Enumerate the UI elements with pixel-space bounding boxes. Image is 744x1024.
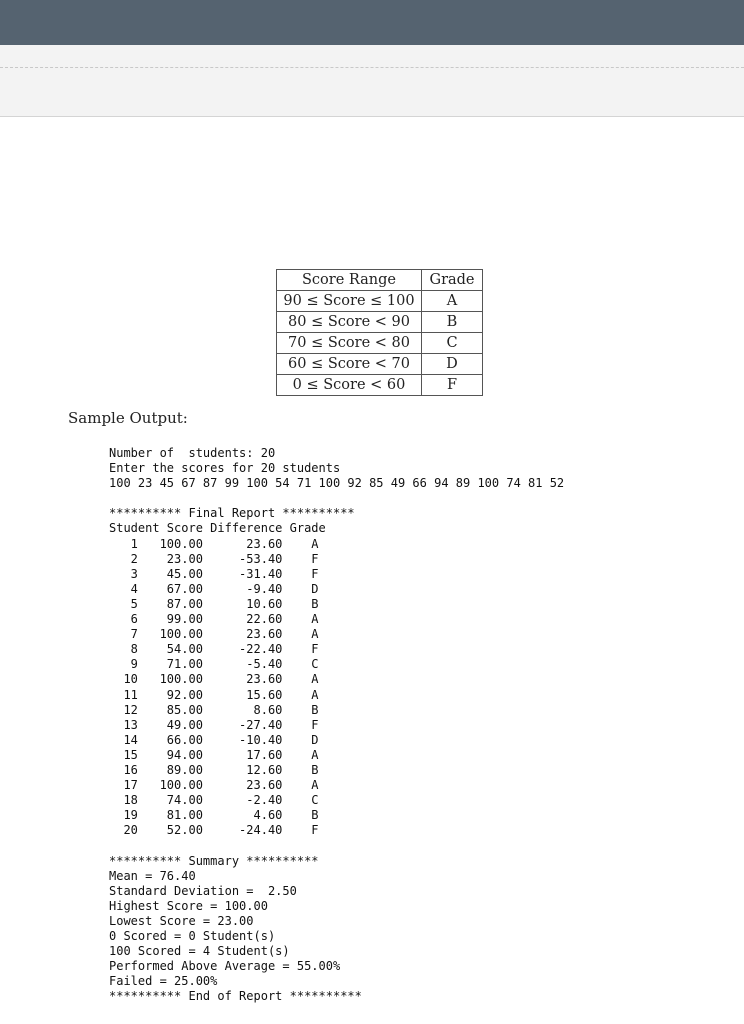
score-range-cell: 60 ≤ Score < 70: [277, 354, 422, 375]
report-row: 13 49.00 -27.40 F: [109, 717, 319, 732]
summary-line: Lowest Score = 23.00: [109, 913, 254, 928]
summary-line: Failed = 25.00%: [109, 974, 218, 989]
score-range-cell: 0 ≤ Score < 60: [277, 375, 422, 396]
grade-cell: D: [422, 354, 483, 375]
header-score-range: Score Range: [277, 270, 422, 291]
summary-line: Standard Deviation = 2.50: [109, 883, 297, 898]
report-row: 11 92.00 15.60 A: [109, 687, 319, 702]
summary-line: Mean = 76.40: [109, 868, 196, 883]
report-row: 10 100.00 23.60 A: [109, 672, 319, 687]
summary-line: 0 Scored = 0 Student(s): [109, 929, 276, 943]
report-row: 17 100.00 23.60 A: [109, 778, 319, 793]
table-row: [277, 312, 483, 333]
grade-cell: A: [422, 291, 483, 312]
report-column-header: Student Score Difference Grade: [109, 521, 326, 536]
summary-line: Performed Above Average = 55.00%: [109, 959, 341, 974]
report-header: ********** Final Report **********: [109, 506, 355, 521]
secondary-toolbar: [0, 45, 744, 117]
report-row: 9 71.00 -5.40 C: [109, 657, 319, 672]
report-end-line: ********** End of Report **********: [109, 989, 362, 1004]
table-row: [277, 375, 483, 396]
report-row: 19 81.00 4.60 B: [109, 808, 319, 823]
summary-line: 100 Scored = 4 Student(s): [109, 944, 290, 959]
console-output: [109, 446, 564, 1004]
report-row: 2 23.00 -53.40 F: [109, 551, 319, 566]
dashed-divider: [0, 67, 744, 68]
report-row: 12 85.00 8.60 B: [109, 702, 319, 717]
table-row: [277, 333, 483, 354]
report-row: 4 67.00 -9.40 D: [109, 581, 319, 596]
score-range-cell: 80 ≤ Score < 90: [277, 312, 422, 333]
report-row: 15 94.00 17.60 A: [109, 747, 319, 762]
summary-header: ********** Summary **********: [109, 853, 319, 868]
table-row: [277, 291, 483, 312]
summary-line: Highest Score = 100.00: [109, 898, 268, 913]
report-row: 14 66.00 -10.40 D: [109, 732, 319, 747]
grade-cell: C: [422, 333, 483, 354]
report-row: 3 45.00 -31.40 F: [109, 566, 319, 581]
report-row: 5 87.00 10.60 B: [109, 596, 319, 611]
report-row: 7 100.00 23.60 A: [109, 627, 319, 642]
sample-output-label: Sample Output:: [68, 409, 188, 427]
report-row: 16 89.00 12.60 B: [109, 762, 319, 777]
console-line: Number of students: 20: [109, 446, 276, 460]
score-range-cell: 90 ≤ Score ≤ 100: [277, 291, 422, 312]
grade-scale-table: [276, 269, 483, 396]
report-row: 18 74.00 -2.40 C: [109, 793, 319, 808]
grade-cell: F: [422, 375, 483, 396]
header-grade: Grade: [422, 270, 483, 291]
top-toolbar: [0, 0, 744, 45]
score-range-cell: 70 ≤ Score < 80: [277, 333, 422, 354]
report-row: 8 54.00 -22.40 F: [109, 642, 319, 657]
table-row: [277, 354, 483, 375]
report-row: 20 52.00 -24.40 F: [109, 823, 319, 838]
grade-cell: B: [422, 312, 483, 333]
console-line: Enter the scores for 20 students: [109, 461, 341, 476]
console-line: 100 23 45 67 87 99 100 54 71 100 92 85 49 66 94 89 100 74 81 52: [109, 476, 565, 491]
report-row: 1 100.00 23.60 A: [109, 536, 319, 551]
table-header-row: [277, 270, 483, 291]
report-row: 6 99.00 22.60 A: [109, 612, 319, 627]
